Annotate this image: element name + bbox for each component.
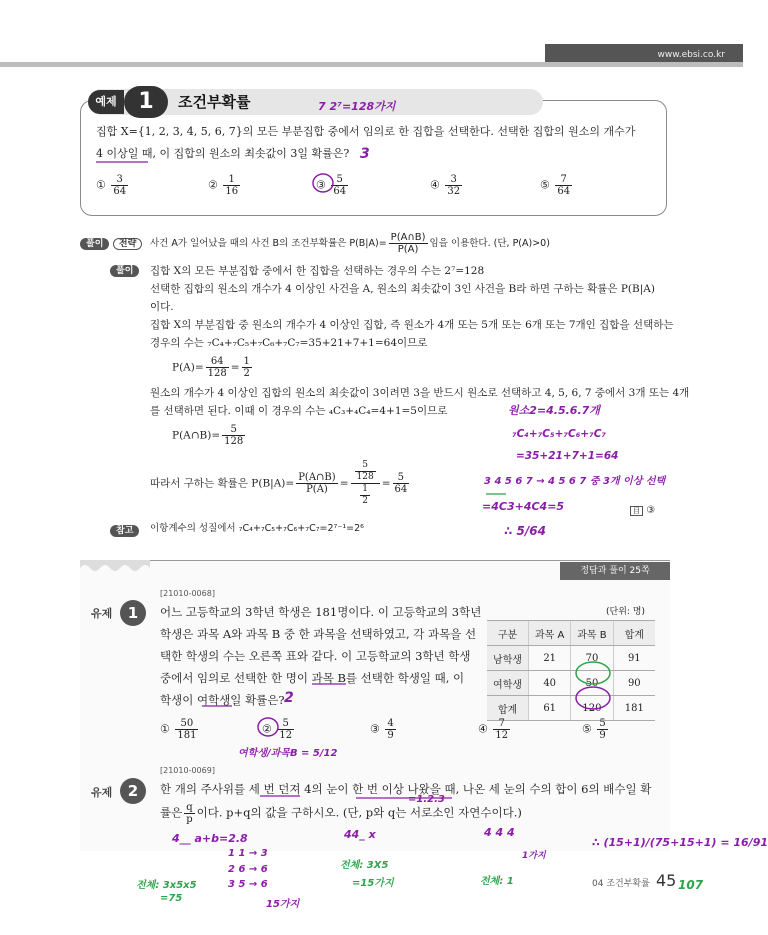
site-url[interactable]: www.ebsi.co.kr xyxy=(545,44,743,66)
choice-mark: ③ xyxy=(316,178,326,192)
handwriting-note: 3 xyxy=(360,146,370,162)
choice-den: 16 xyxy=(225,186,239,197)
practice2-code: [21010-0069] xyxy=(160,766,215,775)
strategy-tag: 전략 xyxy=(113,238,142,250)
choice-mark: ① xyxy=(160,722,170,736)
final-d3: 64 xyxy=(394,484,408,495)
table-cell: 91 xyxy=(613,646,655,671)
final-n1: P(A∩B) xyxy=(298,472,336,483)
practice1-line-1: 어느 고등학교의 3학년 학생은 181명이다. 이 고등학교의 3학년 xyxy=(160,605,482,619)
answer-box-icon: 目 xyxy=(630,506,643,516)
practice1-line-3: 택한 학생의 수는 오른쪽 표와 같다. 이 고등학교의 3학년 학생 xyxy=(160,649,471,663)
example-number: 1 xyxy=(124,86,168,118)
choice-den: 12 xyxy=(279,730,293,741)
practice1-line-5: 학생이 여학생일 확률은? xyxy=(160,693,285,707)
choice-mark: ④ xyxy=(430,178,440,192)
choice-num: 7 xyxy=(493,718,510,730)
solution-line-6: 원소의 개수가 4 이상인 집합의 원소의 최솟값이 3이려면 3을 반드시 원소로 선택하고 4, 5, 6, 7 중에서 3개 또는 4개 xyxy=(150,387,690,399)
handwriting-note: 1가지 xyxy=(522,851,546,861)
final-d1: P(A) xyxy=(306,484,328,495)
strategy-pre: 사건 A가 일어났을 때의 사건 B의 조건부확률은 P(B|A)= xyxy=(150,238,387,249)
final-d2a: 1 xyxy=(362,484,368,494)
strategy-den: P(A) xyxy=(397,244,419,255)
handwriting-note: 전체: 3X5 xyxy=(340,860,389,871)
choice-num: 3 xyxy=(111,174,128,186)
choice-den: 64 xyxy=(557,186,571,197)
table-cell: 120 xyxy=(571,696,613,721)
table-cell: 21 xyxy=(529,646,571,671)
note-tag: 참고 xyxy=(110,525,139,537)
table-cell: 여학생 xyxy=(487,671,529,696)
line2-post: 이다. p+q의 값을 구하시오. (단, p와 q는 서로소인 자연수이다.) xyxy=(196,805,522,820)
solution-line-5: 경우의 수는 ₇C₄+₇C₅+₇C₆+₇C₇=35+21+7+1=64이므로 xyxy=(150,337,428,349)
handwriting-note: 2 6 → 6 xyxy=(228,864,268,875)
practice2-line-1: 한 개의 주사위를 세 번 던져 4의 눈이 한 번 이상 나왔을 때, 나온 세 눈의 수의 합이 6의 배수일 확 xyxy=(160,782,652,796)
table-header: 구분 xyxy=(487,621,529,646)
table-cell: 181 xyxy=(613,696,655,721)
pa-d2: 2 xyxy=(243,368,250,379)
pab-lhs: P(A∩B)= xyxy=(172,429,221,442)
choice-den: 9 xyxy=(387,730,394,741)
handwriting-note: 3 5 → 6 xyxy=(228,879,268,890)
choice-mark: ② xyxy=(262,722,272,736)
practice1-line-4: 중에서 임의로 선택한 한 명이 과목 B를 선택한 학생일 때, 이 xyxy=(160,671,465,685)
table-header: 과목 B xyxy=(571,621,613,646)
handwriting-note: 2 xyxy=(284,690,294,706)
example-question-line2: 4 이상일 때, 이 집합의 원소의 최솟값이 3일 확률은? xyxy=(96,147,350,160)
choice-num: 5 xyxy=(331,174,348,186)
final-n3: 5 xyxy=(393,472,410,484)
choice-den: 32 xyxy=(447,186,461,197)
pa-n2: 1 xyxy=(243,356,250,367)
page-number: 45 xyxy=(656,871,677,890)
practice2-number: 2 xyxy=(120,778,146,804)
practice1-number: 1 xyxy=(120,600,146,626)
choice-mark: ④ xyxy=(478,722,488,736)
strategy-post: 임을 이용한다. (단, P(A)>0) xyxy=(429,238,550,249)
solution-line-2: 선택한 집합의 원소의 개수가 4 이상인 사건을 A, 원소의 최솟값이 3인 사건을 B라 하면 구하는 확률은 P(B|A) xyxy=(150,283,655,295)
example-question-line1: 집합 X={1, 2, 3, 4, 5, 6, 7}의 모든 부분집합 중에서 임의로 한 집합을 선택한다. 선택한 집합의 원소의 개수가 xyxy=(96,125,636,138)
choice-num: 5 xyxy=(599,718,606,729)
table-unit: (단위: 명) xyxy=(606,607,645,617)
table-cell: 90 xyxy=(613,671,655,696)
note-text: 이항계수의 성질에서 ₇C₄+₇C₅+₇C₆+₇C₇=2⁷⁻¹=2⁶ xyxy=(150,523,364,534)
solution-final: 따라서 구하는 확률은 P(B|A)= $\frac{P(A\cap B)}{P(A)}$ = $\frac{\frac{5}{128}}{\frac{1}{2}}$ = $\frac{5}{64}$ xyxy=(150,460,408,506)
example-title: 조건부확률 xyxy=(178,93,251,111)
table-cell: 70 xyxy=(571,646,613,671)
choice-num: 7 xyxy=(555,174,572,186)
choice-den: 181 xyxy=(177,730,197,741)
table-cell: 합계 xyxy=(487,696,529,721)
final-d2b: 2 xyxy=(362,496,368,506)
solution-line-3: 이다. xyxy=(150,301,174,313)
handwriting-note: =75 xyxy=(160,893,183,904)
line2-den: p xyxy=(186,814,193,825)
choice-num: 50 xyxy=(175,718,198,730)
line2-num: q xyxy=(186,802,193,813)
handwriting-note: ∴ (15+1)/(75+15+1) = 16/91 xyxy=(592,836,768,849)
handwriting-note: 여학생/과목B = 5/12 xyxy=(238,748,338,759)
pa-eq: = xyxy=(230,361,240,374)
handwriting-note: ∴ 5/64 xyxy=(504,524,546,538)
choice-den: 9 xyxy=(599,730,606,741)
final-n2b: 128 xyxy=(356,472,374,482)
choice-mark: ⑤ xyxy=(540,178,550,192)
handwriting-note: ₇C₄+₇C₅+₇C₆+₇C₇ xyxy=(512,428,607,440)
solution-tag: 풀이 xyxy=(80,238,109,250)
line2-pre: 률은 xyxy=(160,805,183,820)
final-n2a: 5 xyxy=(355,460,376,472)
handwriting-note: 전체: 1 xyxy=(480,876,514,887)
choice-den: 64 xyxy=(333,186,347,197)
pa-lhs: P(A)= xyxy=(172,361,204,374)
handwriting-note: =15가지 xyxy=(352,878,394,889)
handwriting-note: 원소2=4.5.6.7개 xyxy=(508,404,600,417)
strategy-num: P(A∩B) xyxy=(390,232,426,243)
choice-num: 1 xyxy=(223,174,240,186)
pa-d1: 128 xyxy=(207,368,227,379)
table-cell: 남학생 xyxy=(487,646,529,671)
example-label: 예제 xyxy=(88,90,124,114)
table-cell: 50 xyxy=(571,671,613,696)
handwriting-note: =4C3+4C4=5 xyxy=(482,500,565,513)
choice-den: 12 xyxy=(495,730,509,741)
final-pre: 따라서 구하는 확률은 P(B|A)= xyxy=(150,477,295,490)
choice-num: 5 xyxy=(277,718,294,730)
choice-mark: ⑤ xyxy=(582,722,592,736)
handwriting-note: 전체: 3x5x5 xyxy=(136,880,197,891)
pab-d: 128 xyxy=(224,436,244,447)
solution-line-7: 를 선택하면 된다. 이때 이 경우의 수는 ₄C₃+₄C₄=4+1=5이므로 xyxy=(150,405,448,417)
choice-mark: ② xyxy=(208,178,218,192)
handwriting-note: 4__ a+b=2.8 xyxy=(172,832,248,845)
table-header: 합계 xyxy=(613,621,655,646)
table-cell: 61 xyxy=(529,696,571,721)
footer-chapter: 04 조건부확률 xyxy=(592,879,650,889)
choice-den: 64 xyxy=(113,186,127,197)
handwriting-note: 3 4 5 6 7 → 4 5 6 7 중 3개 이상 선택 xyxy=(484,476,666,487)
table-header: 과목 A xyxy=(529,621,571,646)
handwriting-note: =1.2.3 xyxy=(408,794,445,805)
answer-reference-tab[interactable]: 정답과 풀이 25쪽 xyxy=(560,562,670,580)
table-cell: 40 xyxy=(529,671,571,696)
solution-line-4: 집합 X의 부분집합 중 원소의 개수가 4 이상인 집합, 즉 원소가 4개 또는 5개 또는 6개 또는 7개인 집합을 선택하는 xyxy=(150,319,674,331)
practice1-label: 유제 xyxy=(91,607,113,620)
handwriting-note: 1 1 → 3 xyxy=(228,848,268,859)
handwriting-note: 44_ x xyxy=(344,828,376,841)
choice-num: 3 xyxy=(445,174,462,186)
handwriting-note: 15가지 xyxy=(266,899,300,910)
practice1-code: [21010-0068] xyxy=(160,589,215,598)
answer-mark: ③ xyxy=(646,505,656,516)
pab-n: 5 xyxy=(222,424,245,436)
solution-line-1: 집합 X의 모든 부분집합 중에서 한 집합을 선택하는 경우의 수는 2⁷=128 xyxy=(150,265,485,277)
handwriting-note: 107 xyxy=(678,878,704,892)
handwriting-note: 7 2⁷=128가지 xyxy=(318,100,396,113)
handwriting-note: =35+21+7+1=64 xyxy=(516,450,619,462)
solution-tag-2: 풀이 xyxy=(110,265,139,277)
choice-mark: ① xyxy=(96,178,106,192)
practice1-line-2: 학생은 과목 A와 과목 B 중 한 과목을 선택하였고, 각 과목을 선 xyxy=(160,627,477,641)
choice-mark: ③ xyxy=(370,722,380,736)
pa-n1: 64 xyxy=(206,356,229,368)
choice-num: 4 xyxy=(387,718,394,729)
handwriting-note: 4 4 4 xyxy=(484,826,515,839)
practice2-label: 유제 xyxy=(91,786,113,799)
